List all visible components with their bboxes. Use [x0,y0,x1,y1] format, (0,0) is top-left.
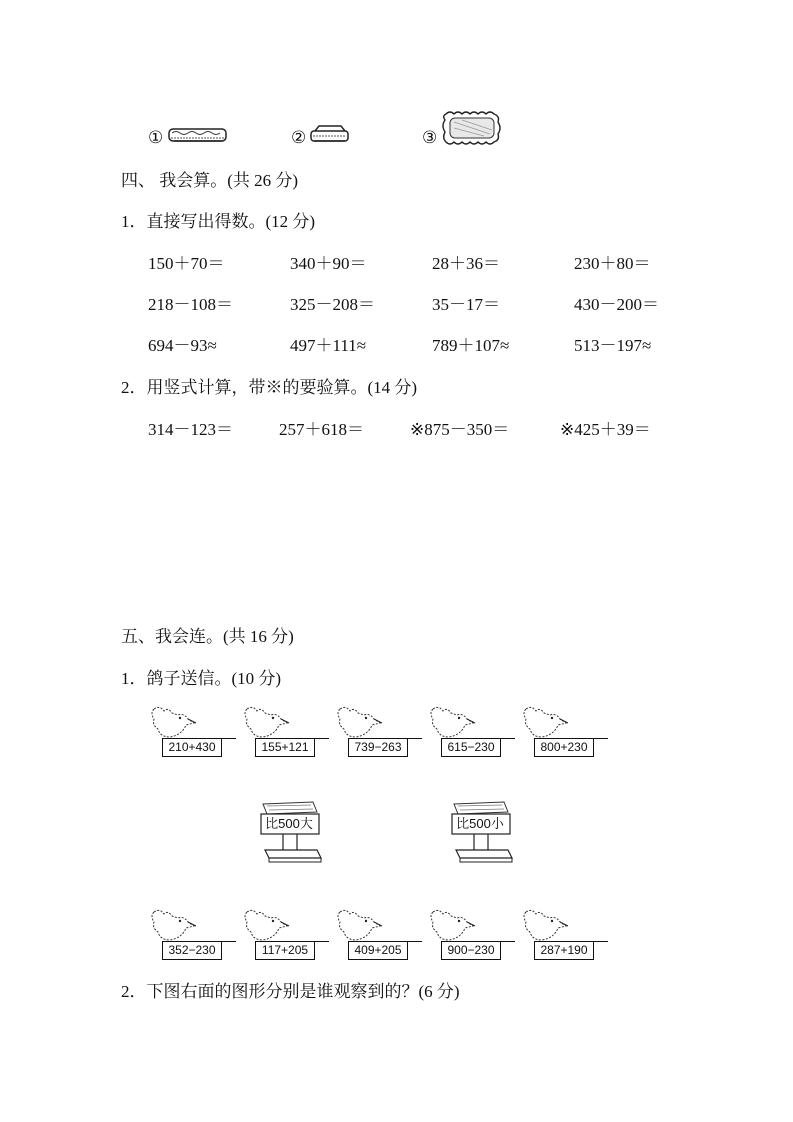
pigeon-expression: 155+121 [255,738,315,757]
pigeon [520,705,600,761]
calc-cell: 325－208＝ [290,295,375,314]
pigeon [241,705,321,761]
pigeon [148,705,228,761]
figure-3-number: ③ [422,128,438,147]
pigeon-expression: 900−230 [441,941,501,960]
calc-cell: 35－17＝ [432,295,500,314]
pigeon [427,908,507,964]
calc-cell: 694－93≈ [148,336,217,355]
figure-1-long-box-icon [166,124,230,146]
pigeon [334,705,414,761]
section-4-q1-title: 1．直接写出得数。(12 分) [121,212,316,231]
pigeon [427,705,507,761]
vertical-calc-item: 314－123＝ [148,420,233,439]
figure-2-number: ② [291,128,307,147]
mailbox-sign-less [444,798,520,868]
pigeon-expression: 352−230 [162,941,222,960]
pigeon-expression: 287+190 [534,941,594,960]
pigeon-expression: 615−230 [441,738,501,757]
calc-cell: 150＋70＝ [148,254,225,273]
calc-cell: 513－197≈ [574,336,652,355]
calc-cell: 497＋111≈ [290,336,367,355]
pigeon-expression: 210+430 [162,738,222,757]
figure-1-number: ① [148,128,164,147]
pigeon [334,908,414,964]
mailbox-icon [444,798,520,868]
pigeon [520,908,600,964]
pigeon [148,908,228,964]
section-4-q2-title: 2．用竖式计算，带※的要验算。(14 分) [121,378,418,397]
figure-3-top-view-icon [440,108,504,148]
pigeon [241,908,321,964]
mailbox-label: 比500小 [456,816,504,831]
mailbox-icon [253,798,329,868]
mailbox-sign-greater [253,798,329,868]
vertical-calc-item: 257＋618＝ [279,420,364,439]
pigeon-expression: 739−263 [348,738,408,757]
calc-cell: 28＋36＝ [432,254,500,273]
section-5-title: 五、我会连。(共 16 分) [121,627,294,646]
calc-cell: 218－108＝ [148,295,233,314]
calc-cell: 430－200＝ [574,295,659,314]
pigeon-expression: 409+205 [348,941,408,960]
section-5-q2-title: 2．下图右面的图形分别是谁观察到的？(6 分) [121,982,460,1001]
calc-cell: 230＋80＝ [574,254,651,273]
mailbox-label: 比500大 [265,816,313,831]
section-5-q1-title: 1．鸽子送信。(10 分) [121,669,282,688]
pigeon-expression: 117+205 [255,941,315,960]
calc-cell: 789＋107≈ [432,336,510,355]
vertical-calc-item: ※425＋39＝ [560,420,651,439]
calc-cell: 340＋90＝ [290,254,367,273]
figure-2-short-box-icon [309,124,351,146]
pigeon-expression: 800+230 [534,738,594,757]
vertical-calc-item: ※875－350＝ [410,420,510,439]
section-4-title: 四、 我会算。(共 26 分) [121,171,299,190]
